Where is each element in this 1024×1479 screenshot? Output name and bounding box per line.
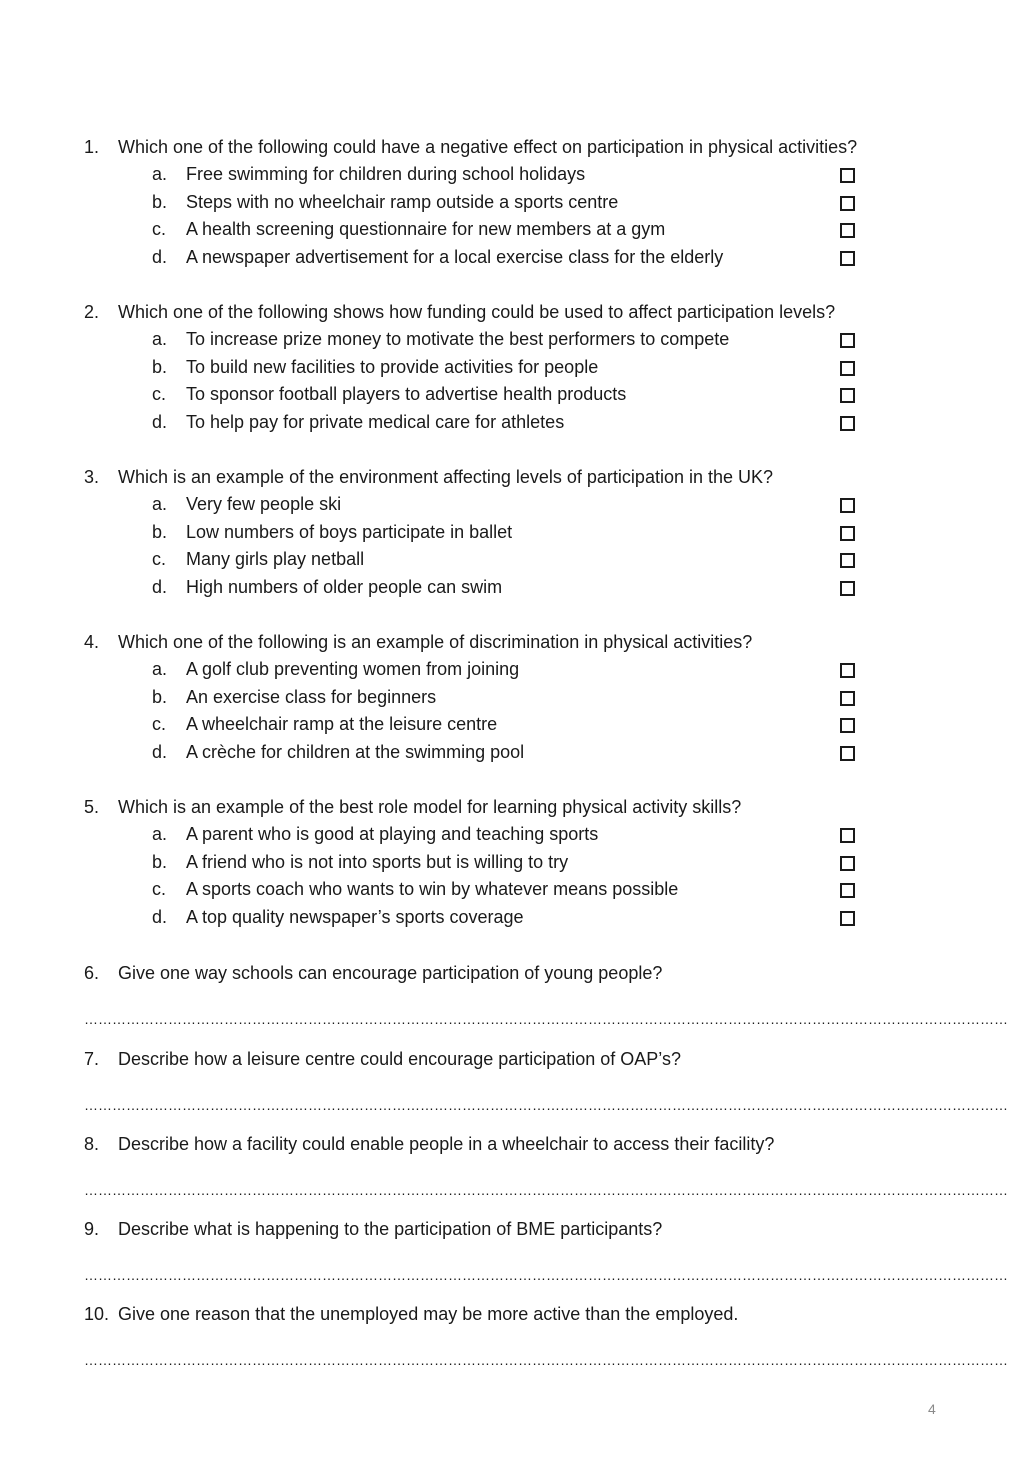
option-text: Free swimming for children during school holidays (186, 164, 586, 184)
option-row (84, 739, 934, 767)
checkbox[interactable] (840, 691, 855, 706)
answer-line[interactable]: ……………………………………………………………………………………………………………………………………………………………………………… (84, 1097, 1008, 1113)
option-text: A friend who is not into sports but is willing to try (186, 851, 569, 872)
option-letter: a. (152, 494, 168, 514)
option-letter: b. (152, 191, 168, 212)
option-letter: d. (152, 411, 168, 432)
checkbox[interactable] (840, 333, 855, 348)
option-letter: a. (152, 164, 168, 184)
option-letter: b. (152, 851, 168, 872)
option-letter: c. (152, 879, 167, 899)
question-text: Describe how a leisure centre could encourage participation of OAP’s? (118, 1049, 681, 1069)
question-8 (84, 1131, 934, 1158)
option-text: A sports coach who wants to win by whatever means possible (186, 879, 679, 899)
checkbox[interactable] (840, 828, 855, 843)
option-row (84, 656, 934, 684)
option-row (84, 876, 934, 904)
option-row (84, 409, 934, 437)
checkbox[interactable] (840, 746, 855, 761)
question-text: Which one of the following is an example of discrimination in physical activities? (118, 632, 753, 652)
option-letter: a. (152, 824, 168, 844)
question-5 (84, 794, 934, 931)
question-7 (84, 1046, 934, 1073)
question-number: 1. (84, 137, 100, 157)
option-text: A health screening questionnaire for new members at a gym (186, 219, 666, 239)
question-text: Describe what is happening to the participation of BME participants? (118, 1219, 663, 1239)
option-text: Very few people ski (186, 494, 342, 514)
option-letter: c. (152, 549, 167, 569)
option-letter: c. (152, 384, 167, 404)
option-letter: b. (152, 521, 168, 542)
question-text: Give one way schools can encourage participation of young people? (118, 963, 663, 983)
page-number: 4 (928, 1401, 936, 1417)
option-row (84, 546, 934, 574)
option-text: Many girls play netball (186, 549, 365, 569)
question-number: 5. (84, 797, 100, 817)
option-text: A wheelchair ramp at the leisure centre (186, 714, 498, 734)
option-row (84, 326, 934, 354)
option-row (84, 519, 934, 547)
question-text: Which one of the following shows how funding could be used to affect participation levels? (118, 302, 836, 322)
option-letter: d. (152, 246, 168, 267)
option-text: To sponsor football players to advertise health products (186, 384, 627, 404)
option-letter: b. (152, 686, 168, 707)
question-text: Which one of the following could have a negative effect on participation in physical activities? (118, 137, 858, 157)
option-text: A parent who is good at playing and teaching sports (186, 824, 599, 844)
option-letter: a. (152, 329, 168, 349)
question-number: 4. (84, 632, 100, 652)
question-text: Describe how a facility could enable people in a wheelchair to access their facility? (118, 1134, 775, 1154)
option-row (84, 904, 934, 932)
checkbox[interactable] (840, 498, 855, 513)
option-letter: c. (152, 714, 167, 734)
option-row (84, 849, 934, 877)
option-text: High numbers of older people can swim (186, 576, 503, 597)
option-letter: d. (152, 576, 168, 597)
option-text: A newspaper advertisement for a local exercise class for the elderly (186, 246, 724, 267)
question-9 (84, 1216, 934, 1243)
option-text: A crèche for children at the swimming pool (186, 741, 525, 762)
answer-line[interactable]: ……………………………………………………………………………………………………………………………………………………………………………… (84, 1352, 1008, 1368)
question-1 (84, 134, 934, 271)
question-number: 6. (84, 963, 100, 983)
checkbox[interactable] (840, 361, 855, 376)
question-text: Which is an example of the best role model for learning physical activity skills? (118, 797, 742, 817)
option-row (84, 821, 934, 849)
option-row (84, 684, 934, 712)
option-row (84, 711, 934, 739)
checkbox[interactable] (840, 168, 855, 183)
option-row (84, 354, 934, 382)
option-text: A golf club preventing women from joining (186, 659, 520, 679)
option-row (84, 244, 934, 272)
checkbox[interactable] (840, 718, 855, 733)
option-text: An exercise class for beginners (186, 686, 437, 707)
checkbox[interactable] (840, 196, 855, 211)
question-4 (84, 629, 934, 766)
option-row (84, 161, 934, 189)
option-row (84, 189, 934, 217)
option-text: Low numbers of boys participate in ballet (186, 521, 513, 542)
option-row (84, 216, 934, 244)
question-text: Give one reason that the unemployed may be more active than the employed. (118, 1304, 739, 1324)
checkbox[interactable] (840, 223, 855, 238)
checkbox[interactable] (840, 526, 855, 541)
option-text: To help pay for private medical care for athletes (186, 411, 565, 432)
question-number: 10. (84, 1304, 110, 1324)
option-row (84, 574, 934, 602)
option-letter: d. (152, 906, 168, 927)
option-row (84, 381, 934, 409)
question-3 (84, 464, 934, 601)
option-row (84, 491, 934, 519)
question-number: 3. (84, 467, 100, 487)
checkbox[interactable] (840, 251, 855, 266)
question-number: 7. (84, 1049, 100, 1069)
option-text: To increase prize money to motivate the best performers to compete (186, 329, 730, 349)
checkbox[interactable] (840, 416, 855, 431)
question-text: Which is an example of the environment affecting levels of participation in the UK? (118, 467, 774, 487)
option-text: A top quality newspaper’s sports coverage (186, 906, 524, 927)
question-2 (84, 299, 934, 436)
option-letter: b. (152, 356, 168, 377)
answer-line[interactable]: ……………………………………………………………………………………………………………………………………………………………………………… (84, 1182, 1008, 1198)
option-text: To build new facilities to provide activities for people (186, 356, 599, 377)
checkbox[interactable] (840, 581, 855, 596)
checkbox[interactable] (840, 883, 855, 898)
question-6 (84, 960, 934, 987)
question-number: 9. (84, 1219, 100, 1239)
checkbox[interactable] (840, 856, 855, 871)
option-letter: a. (152, 659, 168, 679)
checkbox[interactable] (840, 553, 855, 568)
answer-line[interactable]: ……………………………………………………………………………………………………………………………………………………………………………… (84, 1267, 1008, 1283)
option-letter: d. (152, 741, 168, 762)
question-10 (84, 1301, 934, 1328)
option-letter: c. (152, 219, 167, 239)
checkbox[interactable] (840, 388, 855, 403)
answer-line[interactable]: ……………………………………………………………………………………………………………………………………………………………………………… (84, 1011, 1008, 1027)
checkbox[interactable] (840, 911, 855, 926)
checkbox[interactable] (840, 663, 855, 678)
option-text: Steps with no wheelchair ramp outside a sports centre (186, 191, 619, 212)
question-number: 2. (84, 302, 100, 322)
question-number: 8. (84, 1134, 100, 1154)
